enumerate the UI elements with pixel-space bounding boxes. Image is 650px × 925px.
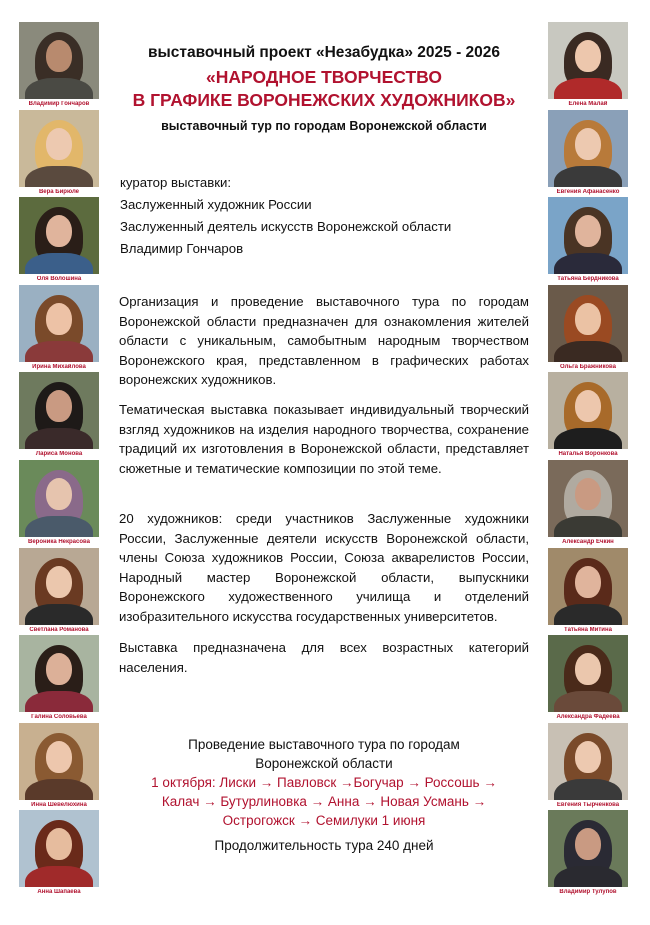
artist-card (19, 285, 99, 371)
artist-name: Инна Шевелюхина (31, 801, 87, 808)
artist-card (19, 723, 99, 809)
artist-name: Светлана Романова (29, 626, 89, 633)
tour-block (110, 735, 538, 830)
curator-title-2: Заслуженный деятель искусств Воронежской области (120, 219, 452, 234)
artist-photo (19, 810, 99, 887)
artist-card (19, 22, 99, 108)
artist-name: Татьяна Бердникова (557, 276, 619, 283)
artist-name: Елена Малай (568, 101, 608, 107)
title-line-1: «НАРОДНОЕ ТВОРЧЕСТВО (206, 67, 442, 87)
artist-photo (548, 460, 628, 537)
artist-card (548, 22, 628, 108)
artist-card (548, 548, 628, 634)
artist-card (19, 548, 99, 634)
artist-photo (19, 110, 99, 187)
artist-card (19, 372, 99, 458)
artist-card (548, 810, 628, 896)
tour-duration: Продолжительность тура 240 дней (214, 838, 434, 853)
artist-name: Лариса Монова (35, 451, 83, 458)
artist-card (19, 810, 99, 896)
artist-photo (19, 723, 99, 800)
tour-route-2: Калач → Бутурлиновка → Анна → Новая Усмань → (161, 794, 487, 809)
artist-name: Галина Соловьева (31, 714, 87, 721)
artist-photo (19, 460, 99, 537)
artist-photo (19, 635, 99, 712)
artist-name: Анна Шапаева (37, 889, 81, 896)
artist-name: Оля Волошина (36, 276, 82, 283)
tour-heading-1: Проведение выставочного тура по городам (188, 737, 460, 752)
artist-photo (548, 548, 628, 625)
artist-name: Владимир Гончаров (28, 101, 90, 107)
artist-name: Вероника Некрасова (28, 539, 90, 545)
artist-name: Евгения Афанасенко (556, 188, 620, 195)
artist-name: Наталья Воронкова (558, 451, 618, 458)
artist-card (548, 285, 628, 371)
artist-photo (548, 110, 628, 187)
artist-card (548, 723, 628, 809)
artist-photo (548, 635, 628, 712)
description-paragraph: Выставка предназначена для всех возрастных категорий населения. (119, 640, 529, 675)
artist-card (548, 197, 628, 283)
artist-card (548, 110, 628, 196)
description-paragraph: 20 художников: среди участников Заслуженные художники России, Заслуженные деятели искусств Воронежской области, члены Союза художников России, Союза акварелистов России, Народный мастер Воронежской области, выпускники Воронежского художественного училища и отделений изобразительного искусства государственных университетов. (119, 511, 529, 624)
artist-photo (548, 723, 628, 800)
tour-route-3: Острогожск → Семилуки 1 июня (222, 813, 426, 828)
artist-photo (548, 285, 628, 362)
exhibition-title (110, 66, 538, 112)
curator-title-1: Заслуженный художник России (120, 197, 312, 212)
artist-card (548, 635, 628, 721)
artist-photo (548, 22, 628, 99)
artist-name: Ирина Михайлова (32, 363, 86, 370)
exhibition-subtitle: выставочный тур по городам Воронежской области (161, 119, 487, 133)
description-paragraph: Тематическая выставка показывает индивидуальный творческий взгляд художников на изделия народного творчества, сохранение традиций их изготовления в Воронежской области, представляет сюжетные и тематические композиции по этой теме. (119, 402, 529, 476)
artist-name: Александра Фадеева (556, 714, 620, 721)
tour-heading-2: Воронежской области (255, 756, 393, 771)
curator-block (120, 172, 530, 260)
artist-name: Ольга Бражникова (559, 363, 616, 370)
artist-photo (548, 810, 628, 887)
artist-card (548, 460, 628, 546)
artist-photo (19, 548, 99, 625)
description-paragraph: Организация и проведение выставочного тура по городам Воронежской области предназначен для ознакомления жителей области с уникальным, самобытным народным творчеством Воронежского края, представленном в графических работах воронежских художников. (119, 294, 529, 387)
artist-photo (548, 372, 628, 449)
artist-card (19, 460, 99, 546)
curator-label: куратор выставки: (120, 175, 232, 190)
artist-name: Александр Ечкин (562, 539, 614, 545)
artist-card (548, 372, 628, 458)
curator-name: Владимир Гончаров (120, 241, 244, 256)
artist-card (19, 110, 99, 196)
artist-card (19, 635, 99, 721)
title-line-2: В ГРАФИКЕ ВОРОНЕЖСКИХ ХУДОЖНИКОВ» (132, 90, 516, 110)
artist-name: Евгения Тырченкова (556, 801, 620, 808)
artist-name: Вера Бирюле (38, 188, 80, 195)
artist-card (19, 197, 99, 283)
tour-route-1: 1 октября: Лиски → Павловск →Богучар → Россошь → (151, 775, 497, 790)
artist-name: Татьяна Митина (564, 626, 612, 633)
artist-name: Владимир Тулупов (559, 889, 617, 896)
artist-photo (548, 197, 628, 274)
artist-photo (19, 22, 99, 99)
project-line: выставочный проект «Незабудка» 2025 - 2026 (147, 44, 501, 61)
artist-photo (19, 285, 99, 362)
artist-photo (19, 372, 99, 449)
artist-photo (19, 197, 99, 274)
